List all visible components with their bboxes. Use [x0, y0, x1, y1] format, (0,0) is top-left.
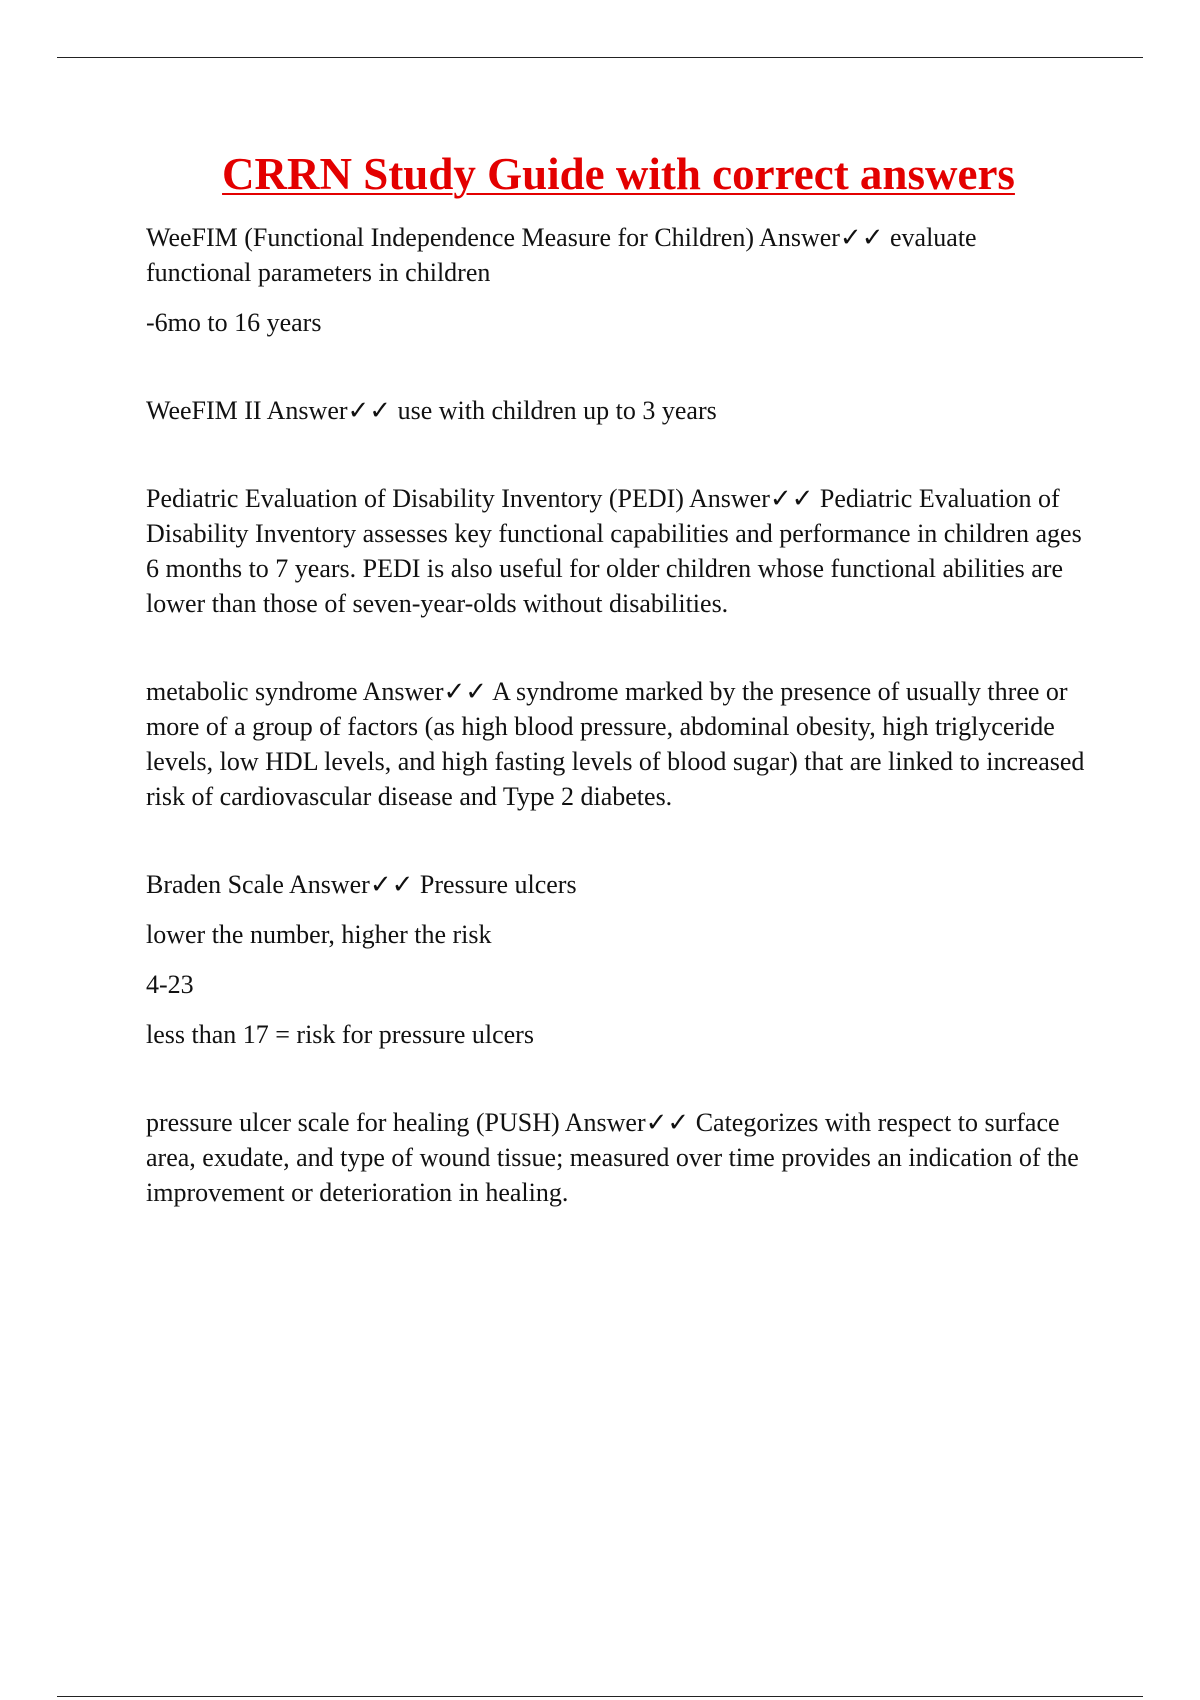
entry-metabolic-syndrome — [146, 674, 1086, 814]
entry-weefim-ii — [146, 393, 1086, 428]
header-rule — [57, 57, 1143, 58]
entry-text: -6mo to 16 years — [146, 308, 322, 337]
entry-text: metabolic syndrome Answer✓✓ A syndrome marked by the presence of usually three or more of a group of factors (as high blood pressure, abdominal obesity, high triglyceride levels, low HDL levels, and high fasting levels of blood sugar) that are linked to increased risk of cardiovascular disease and Type 2 diabetes. — [146, 677, 1085, 811]
entry-text: Pediatric Evaluation of Disability Inventory (PEDI) Answer✓✓ Pediatric Evaluation of Disability Inventory assesses key functional capabilities and performance in children ages 6 months to 7 years. PEDI is also useful for older children whose functional abilities are lower than those of seven-year-olds without disabilities. — [146, 484, 1082, 618]
entry-text: WeeFIM (Functional Independence Measure for Children) Answer✓✓ evaluate functional parameters in children — [146, 223, 977, 287]
entry-text: lower the number, higher the risk — [146, 920, 492, 949]
entry-gap — [146, 1067, 1086, 1105]
entry-text: WeeFIM II Answer✓✓ use with children up to 3 years — [146, 396, 717, 425]
entry-gap — [146, 636, 1086, 674]
entry-text: 4-23 — [146, 970, 194, 999]
document-body — [146, 220, 1086, 1225]
entry-text: pressure ulcer scale for healing (PUSH) Answer✓✓ Categorizes with respect to surface area, exudate, and type of wound tissue; measured over time provides an indication of the improvement or deterioration in healing. — [146, 1108, 1079, 1207]
entry-gap — [146, 443, 1086, 481]
entry-pedi — [146, 481, 1086, 621]
entry-gap — [146, 355, 1086, 393]
entry-braden-scale — [146, 867, 1086, 1052]
footer-rule — [57, 1696, 1143, 1697]
entry-text: less than 17 = risk for pressure ulcers — [146, 1020, 534, 1049]
entry-weefim — [146, 220, 1086, 340]
entry-text: Braden Scale Answer✓✓ Pressure ulcers — [146, 870, 577, 899]
document-title: CRRN Study Guide with correct answers — [222, 149, 1015, 199]
entry-push-scale — [146, 1105, 1086, 1210]
entry-gap — [146, 829, 1086, 867]
